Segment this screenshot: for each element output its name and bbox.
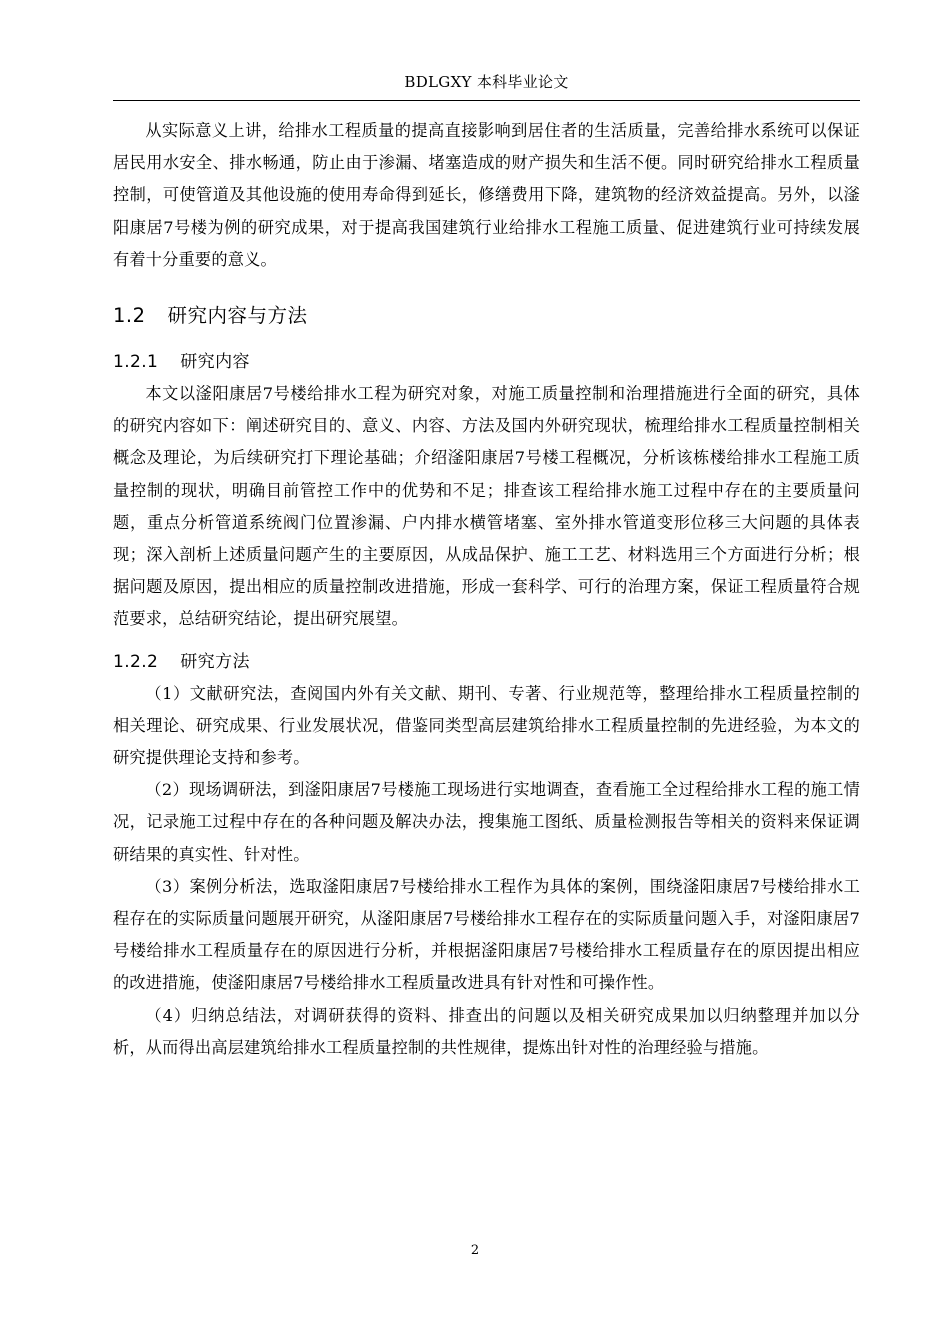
section-heading-1-2 — [113, 276, 860, 336]
subsection-heading-1-2-1 — [113, 336, 860, 378]
page-body — [113, 115, 860, 1064]
subsection-title: 研究内容 — [180, 352, 250, 373]
method-item-case-study: （3）案例分析法，选取滏阳康居7号楼给排水工程作为具体的案例，围绕滏阳康居7号楼给排水工程存在的实际质量问题展开研究，从滏阳康居7号楼给排水工程存在的实际质量问题入手，对滏阳康居7号楼给排水工程质量存在的原因进行分析，并根据滏阳康居7号楼给排水工程质量存在的原因提出相应的改进措施，使滏阳康居7号楼给排水工程质量改进具有针对性和可操作性。 — [113, 876, 860, 993]
subsection-title: 研究方法 — [180, 651, 250, 672]
subsection-heading-1-2-2 — [113, 636, 860, 678]
section-title: 研究内容与方法 — [167, 304, 308, 328]
subsection-number: 1.2.2 — [113, 651, 159, 672]
method-item-literature: （1）文献研究法，查阅国内外有关文献、期刊、专著、行业规范等，整理给排水工程质量控制的相关理论、研究成果、行业发展状况，借鉴同类型高层建筑给排水工程质量控制的先进经验，为本文的研究提供理论支持和参考。 — [113, 683, 860, 768]
subsection-number: 1.2.1 — [113, 352, 159, 373]
method-item-induction: （4）归纳总结法，对调研获得的资料、排查出的问题以及相关研究成果加以归纳整理并加以分析，从而得出高层建筑给排水工程质量控制的共性规律，提炼出针对性的治理经验与措施。 — [113, 1005, 860, 1057]
header-rule — [113, 100, 860, 101]
intro-paragraph: 从实际意义上讲，给排水工程质量的提高直接影响到居住者的生活质量，完善给排水系统可以保证居民用水安全、排水畅通，防止由于渗漏、堵塞造成的财产损失和生活不便。同时研究给排水工程质量控制，可使管道及其他设施的使用寿命得到延长，修缮费用下降，建筑物的经济效益提高。另外，以滏阳康居7号楼为例的研究成果，对于提高我国建筑行业给排水工程施工质量、促进建筑行业可持续发展有着十分重要的意义。 — [113, 121, 860, 269]
running-header: BDLGXY 本科毕业论文 — [404, 73, 569, 91]
section-number: 1.2 — [113, 304, 146, 328]
method-item-field-survey: （2）现场调研法，到滏阳康居7号楼施工现场进行实地调查，查看施工全过程给排水工程的施工情况，记录施工过程中存在的各种问题及解决办法，搜集施工图纸、质量检测报告等相关的资料来保证调研结果的真实性、针对性。 — [113, 780, 860, 864]
page-number: 2 — [470, 1243, 480, 1258]
research-content-paragraph: 本文以滏阳康居7号楼给排水工程为研究对象，对施工质量控制和治理措施进行全面的研究，具体的研究内容如下：阐述研究目的、意义、内容、方法及国内外研究现状，梳理给排水工程质量控制相关概念及理论，为后续研究打下理论基础；介绍滏阳康居7号楼工程概况，分析该栋楼给排水工程施工质量控制的现状，明确目前管控工作中的优势和不足；排查该工程给排水施工过程中存在的主要质量问题，重点分析管道系统阀门位置渗漏、户内排水横管堵塞、室外排水管道变形位移三大问题的具体表现；深入剖析上述质量问题产生的主要原因，从成品保护、施工工艺、材料选用三个方面进行分析；根据问题及原因，提出相应的质量控制改进措施，形成一套科学、可行的治理方案，保证工程质量符合规范要求，总结研究结论，提出研究展望。 — [113, 384, 860, 629]
